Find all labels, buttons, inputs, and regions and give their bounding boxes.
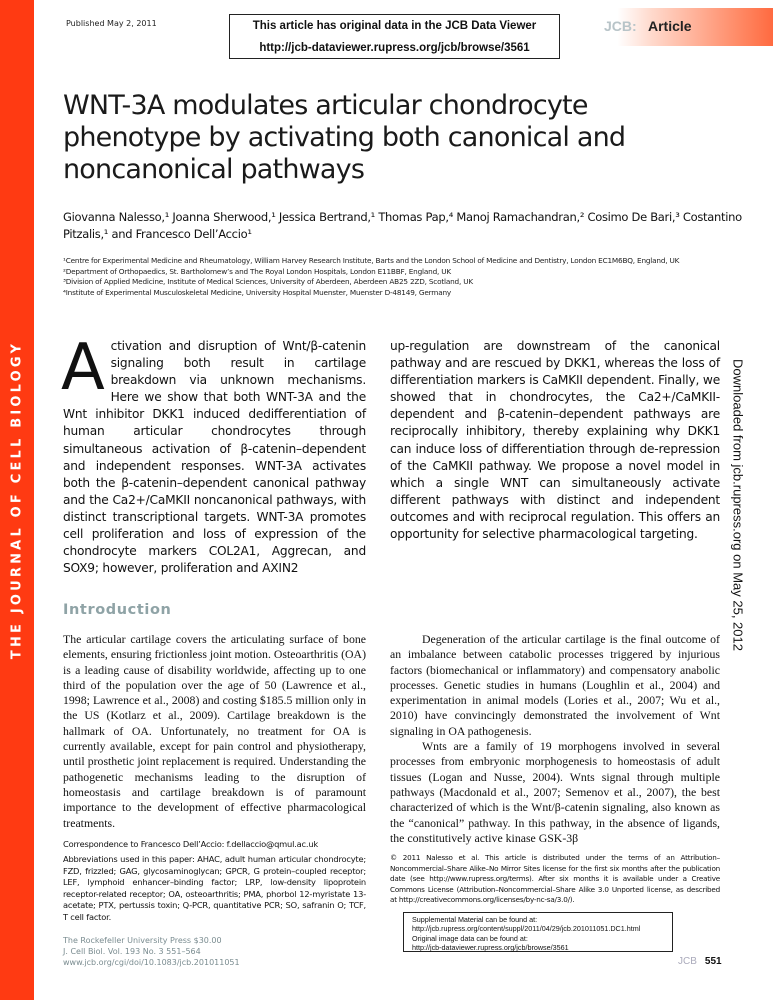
paragraph: Wnts are a family of 19 morphogens involved in several processes from embryonic morphogenesis to homeostasis of adult tissues (Logan and Nusse, 2004). Wnts signal through multiple pathways (Macdonald et al., 2007; Semenov et al., 2007), the best characterized of which is the Wnt/β-catenin signaling, also known as the “canonical” pathway. In this pathway, in the absence of ligands, the constitutively active kinase GSK-3β — [390, 739, 720, 845]
drop-cap: A — [61, 331, 105, 405]
dataviewer-text: This article has original data in the JCB Data Viewer — [252, 20, 537, 32]
press-line: J. Cell Biol. Vol. 193 No. 3 551–564 — [63, 947, 201, 956]
article-type-banner — [600, 8, 773, 46]
affiliation: ²Department of Orthopaedics, St. Bartholomew’s and The Royal London Hospitals, London E11BBF, England, UK — [63, 266, 451, 276]
author-list: Giovanna Nalesso,¹ Joanna Sherwood,¹ Jessica Bertrand,¹ Thomas Pap,⁴ Manoj Ramachandran,² Cosimo De Bari,³ Costantino Pitzalis,¹ and Francesco Dell’Accio¹ — [63, 210, 742, 241]
doi-link[interactable]: www.jcb.org/cgi/doi/10.1083/jcb.201011051 — [63, 958, 240, 967]
supp-link[interactable]: http://jcb-dataviewer.rupress.org/jcb/browse/3561 — [412, 942, 569, 952]
publisher-info — [63, 935, 366, 968]
abstract-left — [61, 331, 366, 577]
body-text-left: The articular cartilage covers the articulating surface of bone elements, ensuring frictionless joint motion. Osteoarthritis (OA) is a leading cause of disability worldwide, affecting up to one third of the population over the age of 50 (Lawrence et al., 1998; Lawrence et al., 2008) and costing $185.5 million only in the US (Kotlarz et al., 2009). Cartilage breakdown is the hallmark of OA. Unfortunately, no treatment for OA is currently available, except for pain control and physiotherapy, until prosthetic joint replacement is required. Understanding the pathogenetic mechanisms leading to the disruption of homeostasis and cartilage breakdown is of paramount importance to the development of effective pharmacological treatments. — [63, 632, 366, 830]
supp-label: Original image data can be found at: — [412, 933, 528, 943]
abstract-right: up-regulation are downstream of the canonical pathway and are rescued by DKK1, whereas the loss of differentiation markers is CaMKII dependent. Finally, we showed that in chondrocytes, the Ca2+/CaMKII-dependent and β-catenin–dependent pathways are reciprocally inhibitory, thereby explaining why DKK1 can induce loss of differentiation through de-repression of the CaMKII pathway. We propose a novel model in which a single WNT can simultaneously activate different pathways with distinct and independent outcomes and with reciprocal regulation. This offers an opportunity for selective pharmacological targeting. — [390, 339, 720, 542]
paragraph: Degeneration of the articular cartilage is the final outcome of an imbalance between catabolic processes triggered by injurious factors (biomechanical or inflammatory) and compensatory anabolic processes. Genetic studies in humans (Loughlin et al., 2004) and experimentation in animal models (Lories et al., 2007; Wu et al., 2010) have convincingly demonstrated the involvement of Wnt signaling in OA pathogenesis. — [390, 632, 720, 738]
abbreviations: Abbreviations used in this paper: AHAC, adult human articular chondrocyte; FZD, frizzled; GAG, glycosaminoglycan; GPCR, G protein–coupled receptor; LEF, lymphoid enhancer–binding factor; LRP, low-density lipoprotein receptor-related receptor; OA, osteoarthritis; PMA, phorbol 12-myristate 13-acetate; PTX, pertussis toxin; Q-PCR, quantitative PCR; SO, safranin O; TCF, T cell factor. — [63, 854, 366, 922]
article-label: Article — [648, 18, 692, 34]
affiliation: ³Division of Applied Medicine, Institute of Medical Sciences, University of Aberdeen, Aberdeen AB25 2ZD, Scotland, UK — [63, 277, 473, 287]
press-line: The Rockefeller University Press $30.00 — [63, 936, 222, 945]
section-heading-introduction: Introduction — [63, 602, 172, 618]
dataviewer-link[interactable]: http://jcb-dataviewer.rupress.org/jcb/browse/3561 — [259, 42, 530, 54]
license-notice: © 2011 Nalesso et al. This article is distributed under the terms of an Attribution–Noncommercial–Share Alike–No Mirror Sites license for the first six months after the publication date (see http://www.rupress.org/terms). After six months it is available under a Creative Commons License (Attribution–Noncommercial–Share Alike 3.0 Unported license, as described at http://creativecommons.org/licenses/by-nc-sa/3.0/). — [390, 853, 720, 904]
affiliation: ⁴Institute of Experimental Musculoskeletal Medicine, University Hospital Muenster, Muenster D-48149, Germany — [63, 287, 452, 297]
jcb-label: JCB: — [604, 18, 637, 34]
footer-journal: JCB — [678, 956, 697, 967]
correspondence: Correspondence to Francesco Dell’Accio: f.dellaccio@qmul.ac.uk — [63, 839, 319, 849]
abstract-text: ctivation and disruption of Wnt/β-catenin signaling both result in cartilage breakdown via unknown mechanisms. Here we show that both WNT-3A and the Wnt inhibitor DKK1 induced dedifferentiation of human articular chondrocytes through simultaneous activation of β-catenin–dependent and independent responses. WNT-3A activates both the β-catenin–dependent canonical pathway and the Ca2+/CaMKII noncanonical pathways, with distinct transcriptional targets. WNT-3A promotes cell proliferation and loss of expression of the chondrocyte markers COL2A1, Aggrecan, and SOX9; however, proliferation and AXIN2 — [63, 339, 366, 576]
supp-link[interactable]: http://jcb.rupress.org/content/suppl/2011/04/29/jcb.201011051.DC1.html — [412, 924, 641, 934]
dataviewer-notice — [229, 14, 560, 59]
page-footer — [678, 956, 722, 967]
page-number: 551 — [704, 956, 722, 967]
download-notice: Downloaded from jcb.rupress.org on May 25, 2012 — [730, 359, 746, 651]
supp-label: Supplemental Material can be found at: — [412, 915, 538, 924]
journal-name: THE JOURNAL OF CELL BIOLOGY — [9, 340, 25, 660]
body-text-right — [390, 632, 720, 846]
published-date: Published May 2, 2011 — [66, 19, 157, 28]
supplemental-box — [403, 912, 673, 952]
affiliation: ¹Centre for Experimental Medicine and Rheumatology, William Harvey Research Institute, Barts and the London School of Medicine and Dentistry, London EC1M6BQ, England, UK — [63, 256, 680, 265]
article-title: WNT-3A modulates articular chondrocyte phenotype by activating both canonical and noncanonical pathways — [63, 90, 626, 185]
affiliations — [63, 256, 743, 298]
